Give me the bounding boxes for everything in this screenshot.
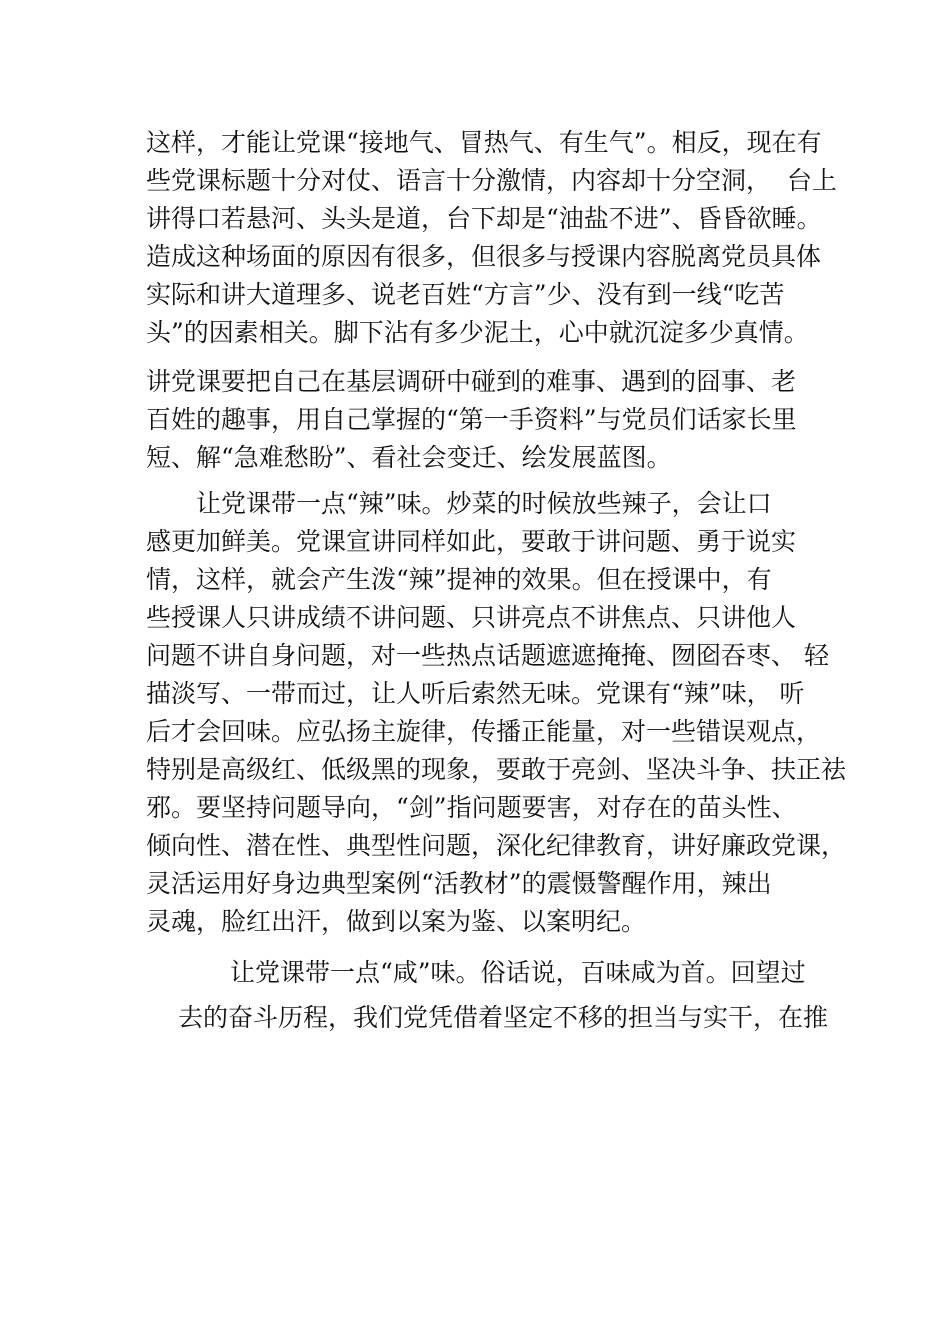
text-line: 后才会回味。应弘扬主旋律，传播正能量，对一些错误观点， bbox=[146, 717, 822, 746]
text-line: 灵活运用好身边典型案例“活教材”的震慑警醒作用，辣出 bbox=[146, 869, 772, 898]
text-line: 讲得口若悬河、头头是道，台下却是“油盐不进”、昏昏欲睡。 bbox=[146, 204, 822, 233]
text-line: 这样，才能让党课“接地气、冒热气、有生气”。相反，现在有 bbox=[146, 128, 822, 157]
text-line: 造成这种场面的原因有很多，但很多与授课内容脱离党员具体 bbox=[146, 242, 822, 271]
text-line: 感更加鲜美。党课宣讲同样如此，要敢于讲问题、勇于说实 bbox=[146, 527, 797, 556]
text-line: 些授课人只讲成绩不讲问题、只讲亮点不讲焦点、只讲他人 bbox=[146, 603, 797, 632]
text-line: 情，这样，就会产生泼“辣”提神的效果。但在授课中，有 bbox=[146, 565, 772, 594]
text-line: 短、解“急难愁盼”、看社会变迁、绘发展蓝图。 bbox=[146, 443, 672, 472]
text-line: 讲党课要把自己在基层调研中碰到的难事、遇到的囧事、老 bbox=[146, 367, 797, 396]
text-line: 头”的因素相关。脚下沾有多少泥土，心中就沉淀多少真情。 bbox=[146, 318, 809, 347]
text-line: 倾向性、潜在性、典型性问题，深化纪律教育，讲好廉政党课， bbox=[146, 831, 847, 860]
text-line: 灵魂，脸红出汗，做到以案为鉴、以案明纪。 bbox=[146, 907, 647, 936]
text-line: 百姓的趣事，用自己掌握的“第一手资料”与党员们话家长里 bbox=[146, 405, 797, 434]
text-line: 实际和讲大道理多、说老百姓“方言”少、没有到一线“吃苦 bbox=[146, 280, 785, 309]
text-line: 特别是高级红、低级黑的现象，要敢于亮剑、坚决斗争、扶正祛 bbox=[146, 755, 847, 784]
text-line: 邪。要坚持问题导向，“剑”指问题要害，对存在的苗头性、 bbox=[146, 793, 797, 822]
text-line: 问题不讲自身问题，对一些热点话题遮遮掩掩、囫囵吞枣、 轻 bbox=[146, 641, 829, 670]
text-line: 描淡写、一带而过，让人听后索然无味。党课有“辣”味， 听 bbox=[146, 679, 805, 708]
text-line: 些党课标题十分对仗、语言十分激情，内容却十分空洞， 台上 bbox=[146, 166, 837, 195]
text-line: 让党课带一点“咸”味。俗话说，百味咸为首。回望过 bbox=[230, 958, 806, 987]
text-line: 让党课带一点“辣”味。炒菜的时候放些辣子，会让口 bbox=[196, 489, 772, 518]
text-line: 去的奋斗历程，我们党凭借着坚定不移的担当与实干，在推 bbox=[178, 1003, 829, 1032]
